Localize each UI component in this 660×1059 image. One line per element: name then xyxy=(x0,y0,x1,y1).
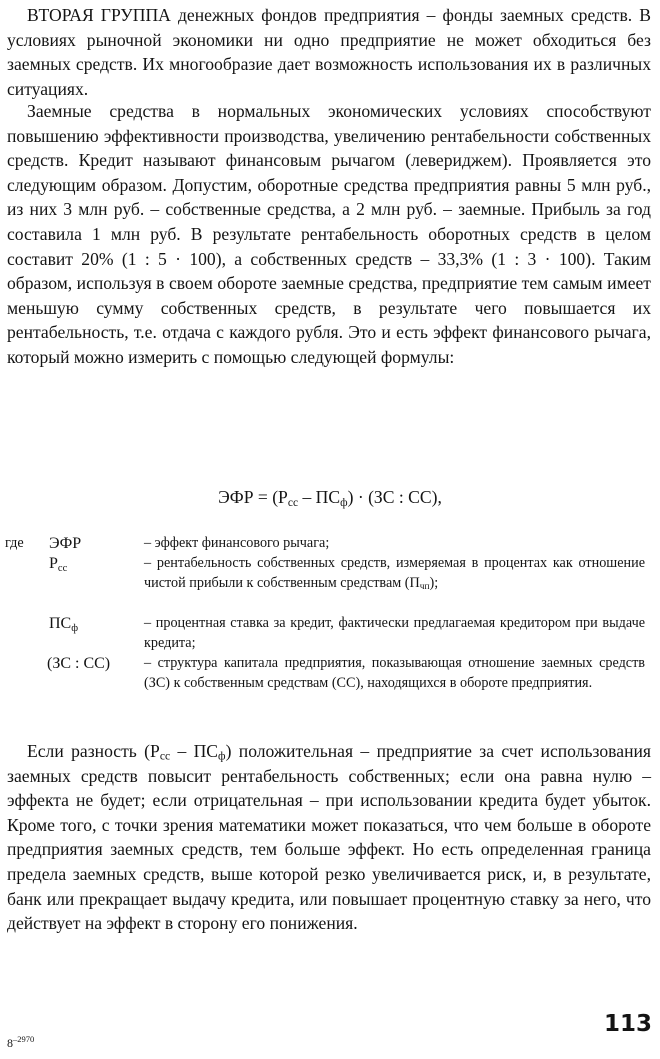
print-signature-mark: $8^{-2970}$ xyxy=(7,1034,35,1050)
definition-term: $ПС_ф$ xyxy=(49,615,79,634)
definition-description: – процентная ставка за кредит, фактически предлагаемая кредитором при выдаче кредита; xyxy=(144,615,645,651)
paragraph-intro xyxy=(7,3,651,101)
definition-term: $Р_{сс}$ xyxy=(49,555,68,574)
paragraph-intro-text: ВТОРАЯ ГРУППА денежных фондов предприятия – фонды заемных средств. В условиях рыночной экономики ни одно предприятие не может обходиться без заемных средств. Их многообразие дает возможность использования их в различных ситуациях. xyxy=(7,5,651,99)
paragraph-leverage-text: Заемные средства в нормальных экономических условиях способствуют повышению эффективности производства, увеличению рентабельности собственных средств. Кредит называют финансовым рычагом (левериджем). Проявляется это следующим образом. Допустим, оборотные средства предприятия равны 5 млн руб., из них 3 млн руб. – собственные средства, а 2 млн руб. – заемные. Прибыль за год составила 1 млн руб. В результате рентабельность оборотных средств в целом составит 20% (1 : 5 · 100), а собственных средств – 33,3% (1 : 3 · 100). Таким образом, используя в своем обороте заемные средства, предприятие тем самым имеет меньшую сумму собственных средств, в результате чего повышается их рентабельность, т.е. отдача с каждого рубля. Это и есть эффект финансового рычага, который можно измерить с помощью следующей формулы: xyxy=(7,101,651,367)
definition-description: – структура капитала предприятия, показывающая отношение заемных средств (ЗС) к собственным средствам (СС), находящихся в обороте предприятия. xyxy=(144,655,645,691)
paragraph-leverage xyxy=(7,99,651,370)
definition-description: – эффект финансового рычага; xyxy=(144,535,330,551)
definition-term: (ЗС : СС) xyxy=(47,655,111,672)
leverage-formula: ЭФР = $(Р_{сс} - ПС_ф) \cdot (ЗС$ : СС), xyxy=(218,487,442,509)
paragraph-conclusion: Если разность $(Р_{сс} - ПС_ф)$ положительная – предприятие за счет использования заемных средств повысит рентабельность собственных; если она равна нулю – эффекта не будет; если отрицательная – при использовании кредита будет убыток. Кроме того, с точки зрения математики может показаться, что чем больше в обороте предприятия заемных средств, тем больше эффект. Но есть определенная граница предела заемных средств, выше которой резко увеличивается риск, и, в результате, банк или прекращает выдачу кредита, или повышает процентную ставку за него, что действует на эффект в сторону его понижения. xyxy=(7,741,651,934)
page-number: 113 xyxy=(603,1011,652,1037)
definition-description: – рентабельность собственных средств, измеряемая в процентах как отношение чистой прибыли к собственным средствам $(П_{чп})$; xyxy=(144,555,645,592)
definition-term: ЭФР xyxy=(49,535,82,552)
definitions-prefix: где xyxy=(5,535,24,551)
